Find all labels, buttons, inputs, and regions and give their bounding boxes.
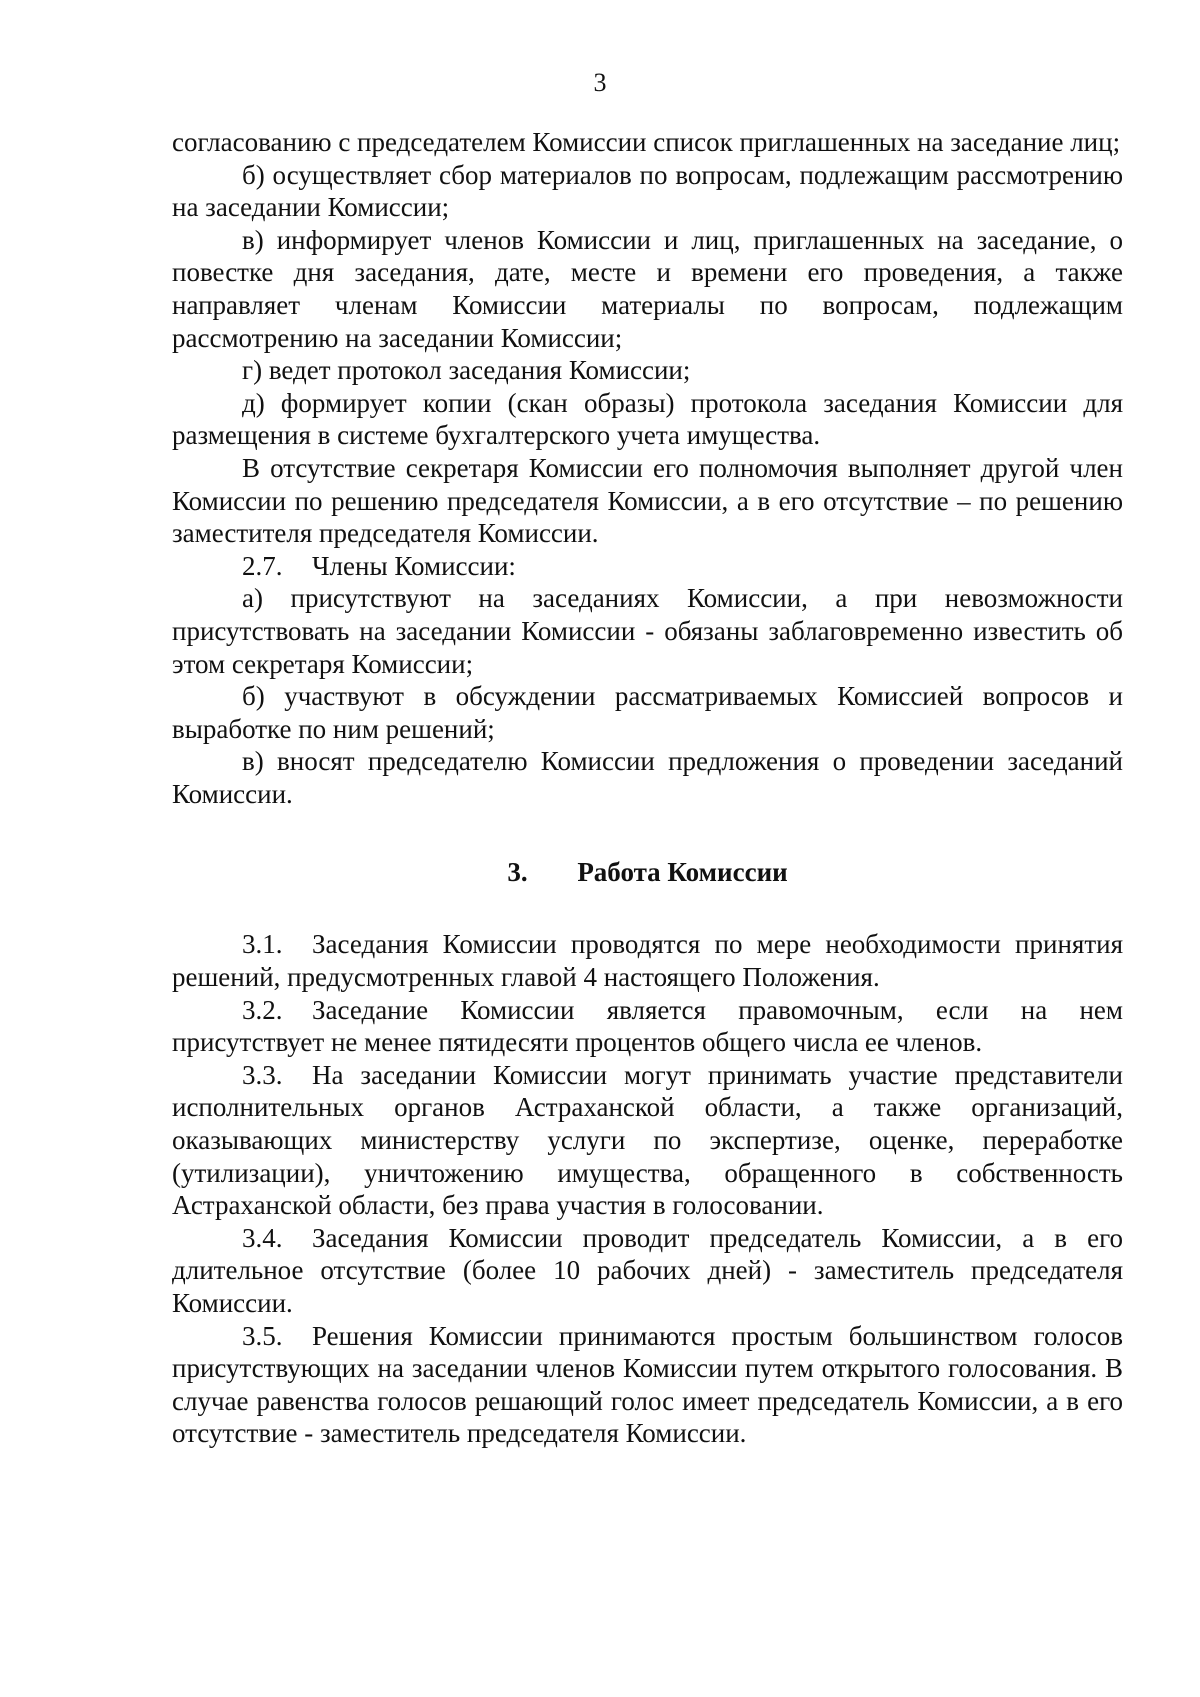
paragraph-number: 2.7. xyxy=(242,550,283,581)
paragraph: д) формирует копии (скан образы) протокола заседания Комиссии для размещения в системе бухгалтерского учета имущества. xyxy=(172,387,1123,451)
numbered-paragraph xyxy=(172,1320,1123,1450)
paragraph: в) вносят председателю Комиссии предложения о проведении заседаний Комиссии. xyxy=(172,746,1123,809)
page-number: 3 xyxy=(593,68,607,97)
paragraph: г) ведет протокол заседания Комиссии; xyxy=(242,355,691,386)
paragraph-number: 3.1. xyxy=(242,929,283,960)
paragraph-text: Решения Комиссии принимаются простым большинством голосов присутствующих на заседании членов Комиссии путем открытого голосования. В случае равенства голосов решающий голос имеет председатель Комиссии, а в его отсутствие - заместитель председателя Комиссии. xyxy=(172,1320,1123,1449)
paragraph-text: Члены Комиссии: xyxy=(312,550,516,581)
numbered-paragraph xyxy=(172,928,1123,993)
paragraph-number: 3.4. xyxy=(242,1222,283,1253)
paragraph-number: 3.5. xyxy=(242,1320,283,1351)
numbered-paragraph xyxy=(172,1222,1123,1320)
paragraph-text: На заседании Комиссии могут принимать участие представители исполнительных органов Астраханской области, а также организаций, оказывающих министерству услуги по экспертизе, оценке, переработке (утилизации), уничтожению имущества, обращенного в собственность Астраханской области, без права участия в голосовании. xyxy=(172,1059,1123,1221)
paragraph-number: 3.3. xyxy=(242,1059,283,1090)
paragraph: в) информирует членов Комиссии и лиц, приглашенных на заседание, о повестке дня заседания, дате, месте и времени его проведения, а также направляет членам Комиссии материалы по вопросам, подлежащим рассмотрению на заседании Комиссии; xyxy=(172,224,1123,353)
section-title: Работа Комиссии xyxy=(577,857,788,888)
paragraph-number: 3.2. xyxy=(242,994,283,1025)
section-number: 3. xyxy=(507,857,528,888)
paragraph-text: Заседания Комиссии проводятся по мере необходимости принятия решений, предусмотренных главой 4 настоящего Положения. xyxy=(172,929,1123,993)
section-heading xyxy=(172,856,1123,888)
numbered-paragraph xyxy=(172,550,1123,583)
document-body xyxy=(172,126,1123,1450)
paragraph: а) присутствуют на заседаниях Комиссии, а при невозможности присутствовать на заседании Комиссии - обязаны заблаговременно известить об этом секретаря Комиссии; xyxy=(172,583,1123,679)
paragraph: согласованию с председателем Комиссии список приглашенных на заседание лиц; xyxy=(172,127,1121,157)
numbered-paragraph xyxy=(172,1059,1123,1222)
paragraph-text: Заседание Комиссии является правомочным, если на нем присутствует не менее пятидесяти процентов общего числа ее членов. xyxy=(172,994,1123,1058)
paragraph: б) осуществляет сбор материалов по вопросам, подлежащим рассмотрению на заседании Комиссии; xyxy=(172,159,1123,223)
paragraph-text: Заседания Комиссии проводит председатель Комиссии, а в его длительное отсутствие (более 10 рабочих дней) - заместитель председателя Комиссии. xyxy=(172,1222,1123,1318)
paragraph: б) участвуют в обсуждении рассматриваемых Комиссией вопросов и выработке по ним решений; xyxy=(172,681,1123,744)
paragraph: В отсутствие секретаря Комиссии его полномочия выполняет другой член Комиссии по решению председателя Комиссии, а в его отсутствие – по решению заместителя председателя Комиссии. xyxy=(172,452,1123,549)
numbered-paragraph xyxy=(172,994,1123,1059)
